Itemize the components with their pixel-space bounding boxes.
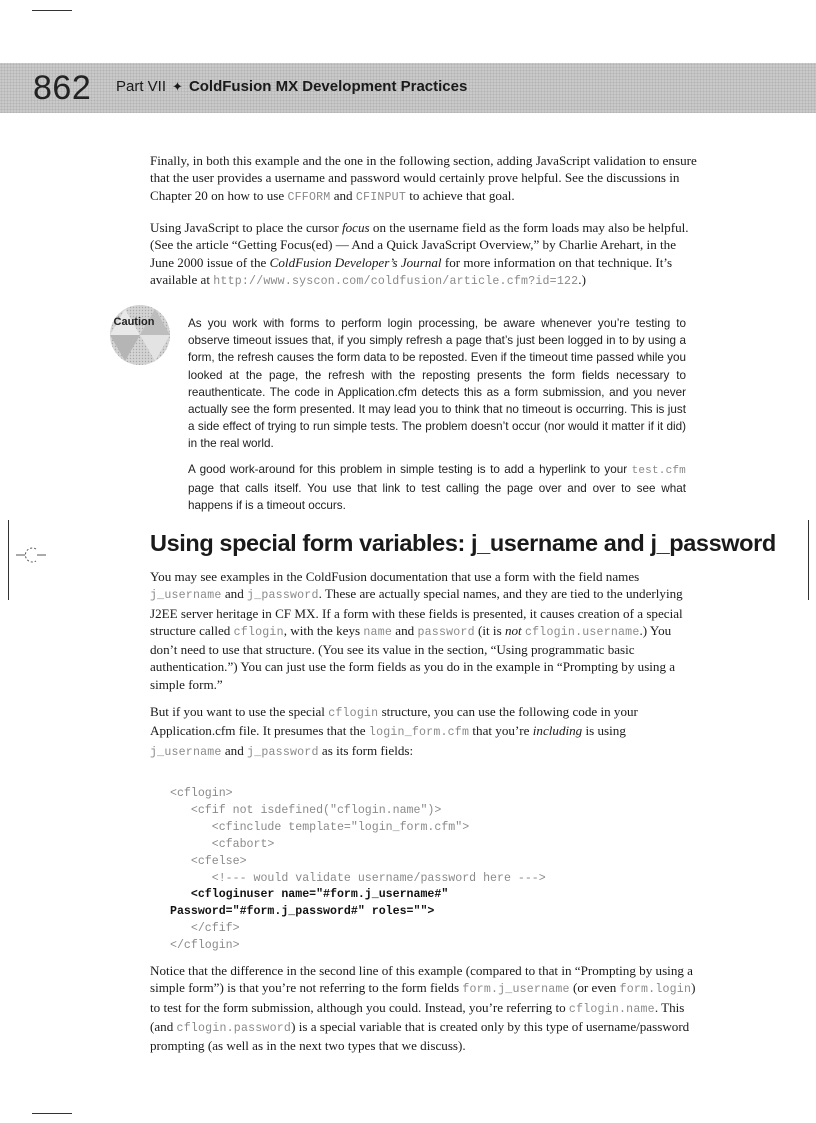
section-heading: Using special form variables: j_username and j_password	[150, 530, 776, 556]
emphasis: focus	[342, 220, 370, 235]
registration-mark-icon	[16, 540, 46, 570]
code-listing	[170, 786, 546, 955]
paragraph-2	[150, 219, 700, 290]
text: as its form fields:	[318, 742, 414, 758]
crop-mark-left	[8, 520, 9, 600]
text: ) to test for the form submission, although you could. Instead, you’re referring to	[150, 980, 696, 1015]
text: structure, you can use the following code in your Application.cfm file. It presumes that the	[150, 704, 638, 739]
code-inline: password	[417, 625, 475, 639]
code-line: <cfinclude template="login_form.cfm">	[170, 820, 470, 834]
text: Finally, in both this example and the one in the following section, adding JavaScript validation to ensure that the user provides a username and password would certainly prove helpful. See the discussions in Chapter 20 on how to use	[150, 153, 697, 203]
code-inline: j_username	[150, 589, 222, 603]
code-line: <cfabort>	[170, 837, 275, 851]
diamond-icon: ✦	[172, 79, 183, 94]
text: on the username field as the form loads may also be helpful. (See the article “Getting Focus(ed) — And a Quick JavaScript Overview,” by Charlie Arehart, in the June 2000 issue of the	[150, 220, 689, 270]
text: ) is a special variable that is created only by this type of username/password prompting (as well as in the next two types that we discuss).	[150, 1018, 690, 1054]
paragraph-4	[150, 703, 700, 761]
text: . This (and	[150, 999, 685, 1034]
code-inline: cflogin.username	[524, 625, 640, 639]
text: Using JavaScript to place the cursor	[150, 220, 342, 235]
page-number: 862	[33, 69, 92, 107]
code-inline: form.login	[619, 983, 692, 997]
paragraph-5	[150, 962, 700, 1054]
crop-mark-bottom	[32, 1113, 72, 1114]
paragraph-1	[150, 152, 700, 206]
text: to achieve that goal.	[405, 187, 515, 203]
text: and	[330, 187, 356, 203]
code-line: </cfif>	[170, 922, 240, 936]
code-inline: login_form.cfm	[368, 726, 470, 740]
text: .) You don’t need to use that structure. (You see its value in the section, “Using programmatic basic authentication.”) You can just use the form fields as you do in the example in “Prompting by using a simple form.”	[150, 622, 676, 692]
code-line: <!--- would validate username/password here --->	[170, 871, 546, 885]
code-inline: name	[363, 625, 393, 639]
code-inline: j_password	[247, 589, 319, 603]
text: that you’re	[469, 723, 533, 739]
caution-box	[188, 315, 686, 514]
crop-mark-top	[32, 10, 72, 11]
text: But if you want to use the special	[150, 704, 329, 719]
text: and	[221, 742, 248, 758]
text: is using	[582, 723, 626, 739]
page-header	[0, 63, 816, 113]
caution-label: Caution	[113, 316, 155, 328]
text: , with the keys	[283, 622, 364, 638]
chapter-title: ColdFusion MX Development Practices	[188, 78, 468, 95]
text: . These are actually special names, and they are tied to the underlying J2EE server heritage in CF MX. If a form with these fields is presented, it causes creation of a special structure called	[150, 586, 683, 638]
code-inline: j_password	[247, 745, 319, 759]
caution-paragraph-1: As you work with forms to perform login processing, be aware whenever you’re testing to observe timeout issues that, if you simply refresh a page that’s just been logged in to by using a form, the refresh causes the form data to be reposted. Even if the timeout time passed while you looked at the page, the refresh with the reposting presents the form fields necessary to reauthenticate. The code in Application.cfm detects this as a form submission, and you never actually see the form presented. It may lead you to think that no timeout is occurring. This is just a side effect of trying to run simple tests. The problem doesn’t occur (nor would it matter if it did) in the real world.	[188, 317, 686, 451]
code-inline: form.j_username	[462, 983, 570, 997]
text: for more information on that technique. It’s available at	[150, 254, 673, 287]
text: (or even	[569, 980, 620, 996]
text: page that calls itself. You use that link to test calling the page over and over to see what happens if is a timeout occurs.	[188, 481, 686, 513]
text: and	[392, 622, 418, 638]
caution-icon	[108, 303, 172, 367]
paragraph-3	[150, 568, 700, 693]
crop-mark-right	[808, 520, 809, 600]
code-inline: cflogin	[328, 707, 379, 720]
text: A good work-around for this problem in simple testing is to add a hyperlink to your	[188, 462, 632, 476]
code-inline: j_username	[150, 745, 222, 759]
emphasis: including	[532, 723, 583, 739]
code-line-bold: <cfloginuser name="#form.j_username#"	[170, 888, 449, 902]
code-line-bold: Password="#form.j_password#" roles="">	[170, 905, 435, 919]
code-inline: cflogin.password	[176, 1021, 292, 1035]
code-line: <cfif not isdefined("cflogin.name")>	[170, 803, 442, 817]
code-inline: cflogin.name	[568, 1002, 655, 1016]
article-url: http://www.syscon.com/coldfusion/article.cfm?id=122	[213, 274, 579, 288]
code-inline: cflogin	[233, 625, 284, 639]
text: Notice that the difference in the second line of this example (compared to that in “Prompting by using a simple form”) is that you’re not referring to the form fields	[150, 963, 693, 996]
code-line: <cfelse>	[170, 854, 247, 868]
code-inline: test.cfm	[631, 464, 686, 477]
emphasis: not	[504, 622, 522, 638]
part-label: Part VII	[116, 78, 167, 95]
emphasis: ColdFusion Developer’s Journal	[269, 254, 442, 270]
text: .)	[578, 271, 586, 287]
running-head	[116, 78, 467, 95]
text: You may see examples in the ColdFusion documentation that use a form with the field names	[150, 569, 640, 584]
code-line: </cflogin>	[170, 939, 240, 953]
text: (it is	[474, 622, 505, 638]
code-inline: CFFORM	[287, 190, 331, 204]
code-line: <cflogin>	[170, 787, 233, 800]
code-inline: CFINPUT	[355, 190, 406, 204]
text: and	[221, 586, 248, 602]
caution-paragraph-2	[188, 461, 686, 515]
